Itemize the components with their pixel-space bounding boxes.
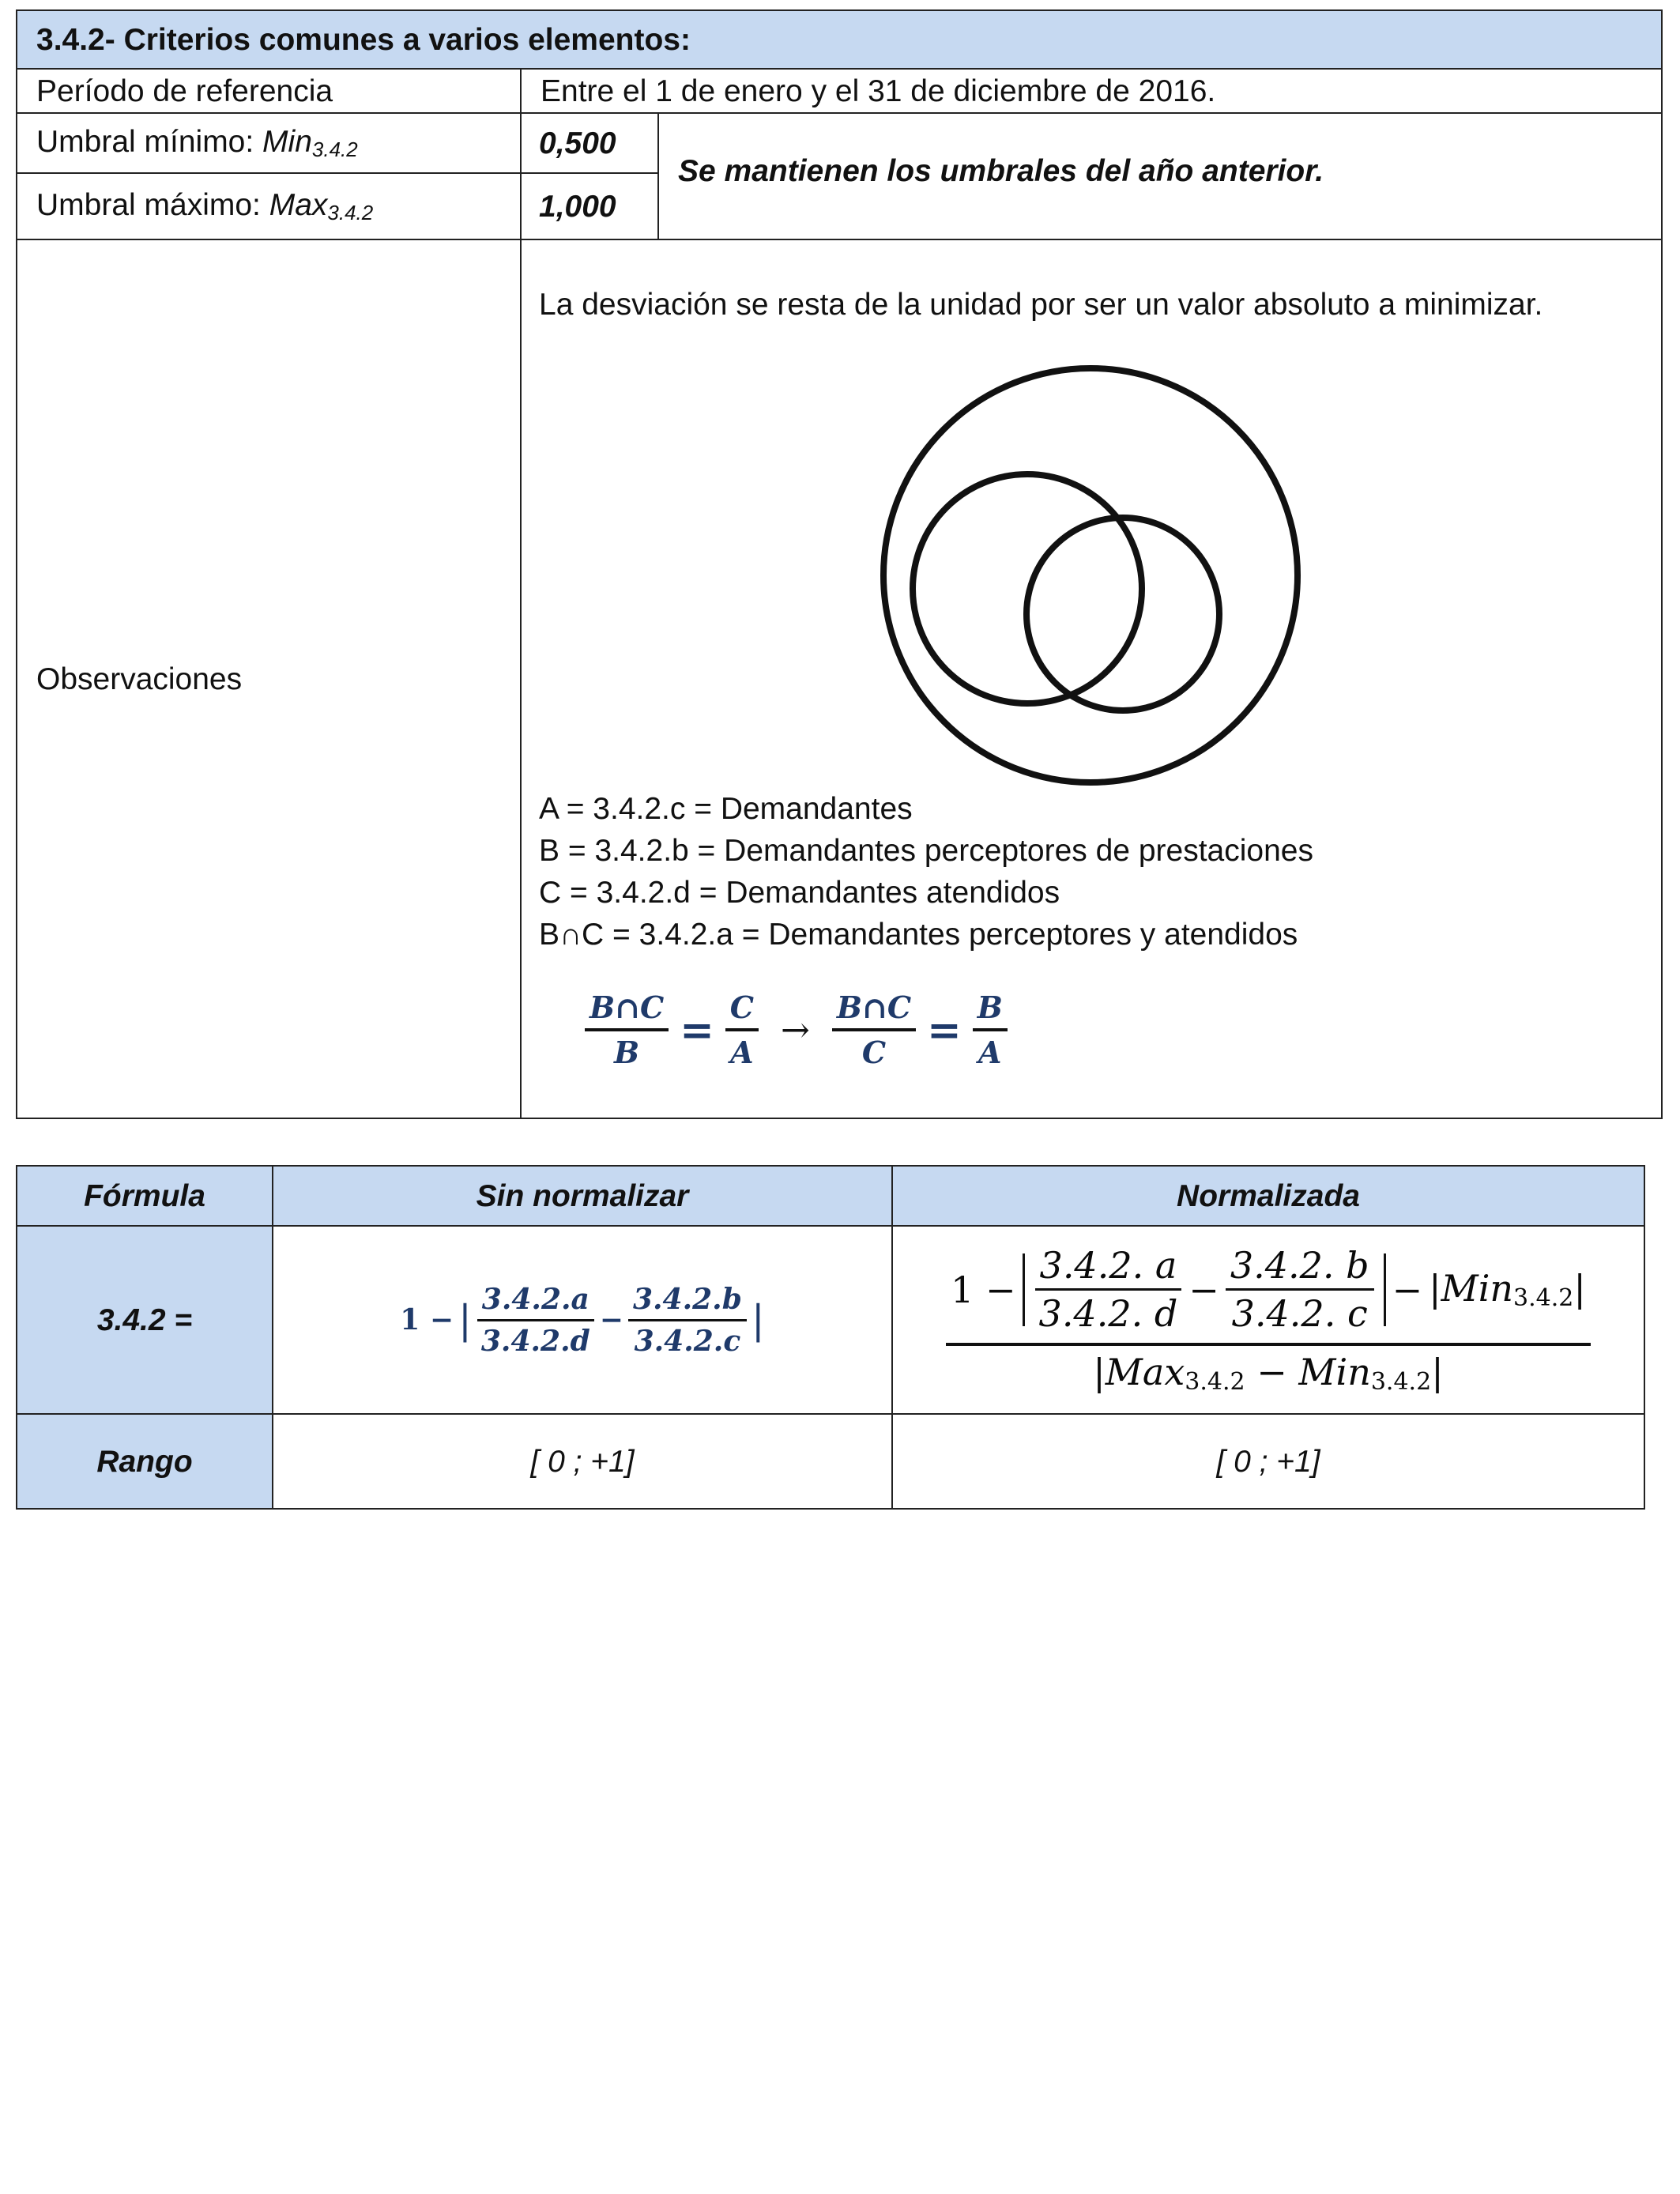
range-normalized: [ 0 ; +1] (1216, 1444, 1320, 1479)
normalized-denominator: |Max$_{3.4.2}$ − Min$_{3.4.2}$| (1093, 1351, 1444, 1396)
max-value: 1,000 (539, 189, 616, 224)
normalized-formula-cell (891, 1225, 1645, 1415)
header-formula: Fórmula (16, 1165, 273, 1227)
abs-close-bar (1384, 1253, 1386, 1326)
period-label: Período de referencia (36, 74, 333, 108)
legend-item-a: A = 3.4.2.c = Demandantes (539, 792, 913, 826)
ratio-equation (585, 990, 1008, 1070)
fraction-c-over-a: $\frac{C}{A}$ (725, 990, 759, 1070)
max-label: Umbral máximo: Max$_{3.4.2}$ (36, 188, 374, 224)
equals-sign: = (680, 1005, 714, 1054)
fraction-bc-over-c: $\frac{B\cap C}{C}$ (832, 990, 916, 1070)
header-normalizada: Normalizada (891, 1165, 1645, 1227)
max-value-cell (520, 172, 659, 240)
normalized-fraction-b-c: $\frac{3.4.2. b}{3.4.2. c}$ (1226, 1244, 1374, 1335)
range-raw: [ 0 ; +1] (530, 1444, 635, 1479)
observations-label-cell (16, 239, 522, 1119)
equals-sign-2: = (927, 1005, 962, 1054)
period-value-cell (520, 68, 1663, 114)
min-value-cell (520, 112, 659, 174)
legend-item-bc: B∩C = 3.4.2.a = Demandantes perceptores y atendidos (539, 918, 1298, 952)
set-a-circle (883, 368, 1298, 782)
section-title-row (16, 9, 1663, 70)
threshold-note: Se mantienen los umbrales del año anterior. (678, 153, 1324, 188)
period-label-cell (16, 68, 522, 114)
range-label: Rango (96, 1444, 193, 1479)
section-title: 3.4.2- Criterios comunes a varios elementos: (36, 22, 691, 57)
threshold-note-cell (657, 112, 1663, 240)
range-raw-cell (272, 1413, 893, 1510)
range-label-cell (16, 1413, 273, 1510)
legend-item-b: B = 3.4.2.b = Demandantes perceptores de prestaciones (539, 834, 1313, 868)
abs-open-bar (1023, 1253, 1025, 1326)
header-sin-normalizar: Sin normalizar (272, 1165, 893, 1227)
fraction-bc-over-b: $\frac{B\cap C}{B}$ (585, 990, 669, 1070)
raw-formula: 1 − | $\frac{3.4.2.a}{3.4.2.d}$ − $\frac{3.4.2.b}{3.4.2.c}$ | (400, 1282, 765, 1358)
observations-label: Observaciones (36, 662, 243, 696)
max-label-cell (16, 172, 522, 240)
observations-content-cell (520, 239, 1663, 1119)
venn-diagram (869, 357, 1312, 800)
min-label: Umbral mínimo: Min$_{3.4.2}$ (36, 125, 358, 161)
min-value: 0,500 (539, 126, 616, 160)
period-value: Entre el 1 de enero y el 31 de diciembre de 2016. (541, 74, 1216, 108)
fraction-b-over-a: $\frac{B}{A}$ (973, 990, 1008, 1070)
formula-row-label: 3.4.2 = (96, 1302, 193, 1337)
max-symbol: Max (269, 188, 328, 222)
formula-row-label-cell (16, 1225, 273, 1415)
normalized-fraction-a-d: $\frac{3.4.2. a}{3.4.2. d}$ (1034, 1244, 1183, 1335)
range-normalized-cell (891, 1413, 1645, 1510)
min-sub: 3.4.2 (311, 138, 358, 161)
raw-formula-cell (272, 1225, 893, 1415)
min-symbol: Min (262, 125, 312, 159)
min-label-cell (16, 112, 522, 174)
legend-item-c: C = 3.4.2.d = Demandantes atendidos (539, 876, 1060, 910)
normalized-formula (946, 1244, 1591, 1396)
raw-fraction-b-c: $\frac{3.4.2.b}{3.4.2.c}$ (628, 1283, 747, 1358)
min-term: |Min$_{3.4.2}$| (1429, 1267, 1586, 1312)
observations-text: La desviación se resta de la unidad por ser un valor absoluto a minimizar. (539, 288, 1543, 322)
arrow-symbol: → (781, 1009, 810, 1050)
set-c-circle (1026, 518, 1219, 711)
max-sub: 3.4.2 (327, 201, 374, 224)
normalized-numerator: 1 − $\frac{3.4.2. a}{3.4.2. d}$ − $\frac{3.4.2. b}{3.4.2. c}$ − |Min$_{3.4.2}$| (946, 1244, 1591, 1346)
raw-fraction-a-d: $\frac{3.4.2.a}{3.4.2.d}$ (477, 1283, 595, 1358)
